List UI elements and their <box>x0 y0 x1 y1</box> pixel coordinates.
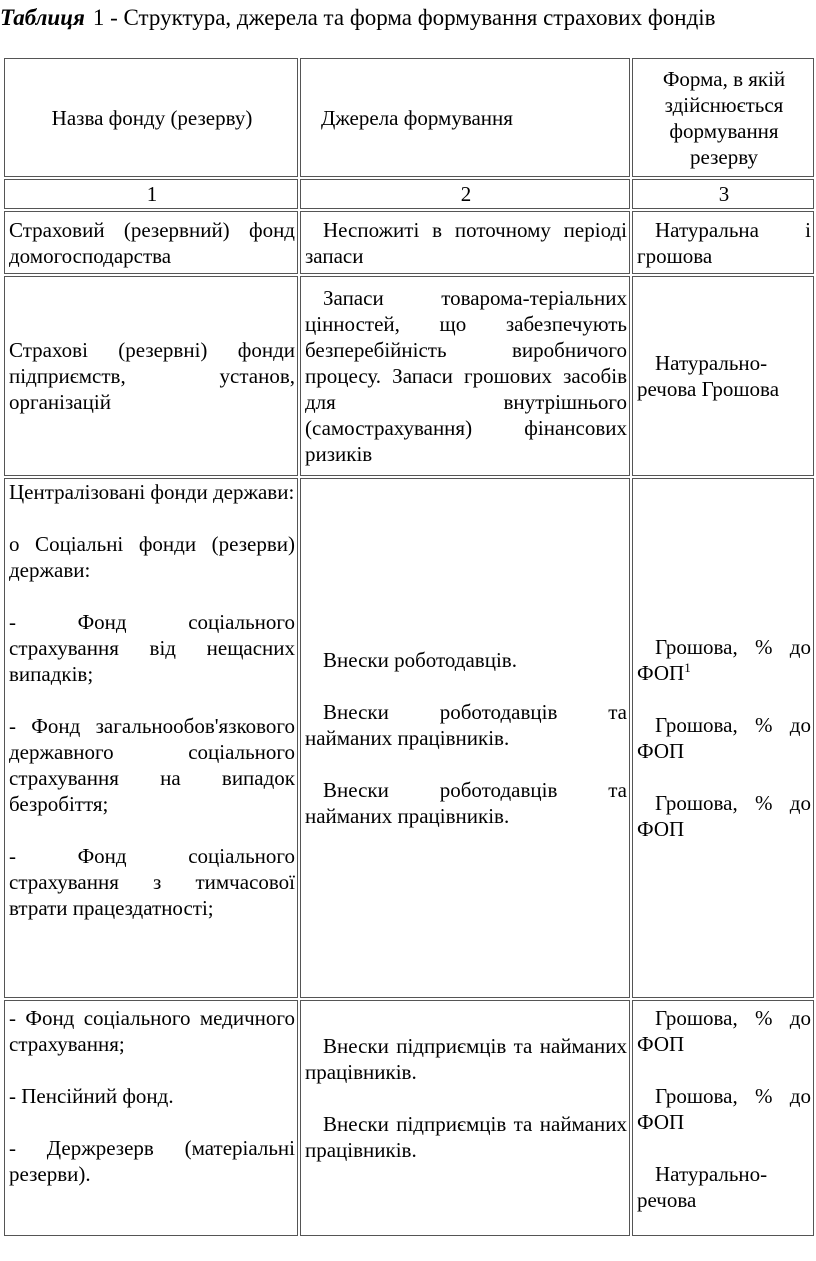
fund-form-cell: Натурально-речова Грошова <box>632 276 814 476</box>
fund-name-line: Централізовані фонди держави: <box>9 480 295 504</box>
fund-source-cell: Неспожиті в поточному періоді запаси <box>300 211 630 274</box>
fund-source-line: Внески роботодавців та найманих працівників. <box>305 778 627 828</box>
fund-source-line: Внески роботодавців та найманих працівників. <box>305 700 627 750</box>
fund-source-cell <box>300 1000 630 1236</box>
fund-name-line: - Фонд соціального страхування від нещасних випадків; <box>9 610 295 686</box>
fund-form-cell <box>632 1000 814 1236</box>
header-row <box>4 58 814 177</box>
fund-form-line: Грошова, % до ФОП <box>637 1006 811 1056</box>
fund-source-line: Внески підприємців та найманих працівників. <box>305 1112 627 1162</box>
table-row <box>4 211 814 274</box>
fund-form-line: Натурально-речова <box>637 1162 768 1212</box>
caption-text: 1 - Структура, джерела та форма формування страхових фондів <box>92 5 716 30</box>
fund-source-line: Внески підприємців та найманих працівників. <box>305 1034 627 1084</box>
caption-lead: Таблиця <box>0 5 85 30</box>
fund-form-line: Грошова, % до ФОП <box>637 791 811 841</box>
fund-name-line: - Фонд соціального страхування з тимчасової втрати працездатності; <box>9 844 295 920</box>
funds-table <box>2 56 816 1238</box>
fund-name-line: - Фонд соціального медичного страхування; <box>9 1006 295 1056</box>
column-number-2: 2 <box>300 179 630 209</box>
fund-form-cell: Натуральна і грошова <box>632 211 814 274</box>
column-number-1: 1 <box>4 179 298 209</box>
fund-form-line <box>637 634 811 686</box>
fund-name-cell <box>4 478 298 998</box>
fund-name-line: o Соціальні фонди (резерви) держави: <box>9 532 295 582</box>
fund-name-cell: Страхові (резервні) фонди підприємств, установ, організацій <box>4 276 298 476</box>
fund-form-line: Грошова, % до ФОП <box>637 713 811 763</box>
fund-name-line: - Пенсійний фонд. <box>9 1084 174 1108</box>
fund-form-text: Грошова, % до ФОП <box>637 635 811 685</box>
fund-source-line: Внески роботодавців. <box>323 648 517 672</box>
header-form: Форма, в якій здійснюється формування резерву <box>632 58 814 177</box>
table-row <box>4 276 814 476</box>
fund-form-cell <box>632 478 814 998</box>
fund-form-line: Грошова, % до ФОП <box>637 1084 811 1134</box>
table-caption <box>0 4 816 32</box>
table-row <box>4 1000 814 1236</box>
fund-source-cell: Запаси товарома-теріальних цінностей, що забезпечують безперебійність виробничого процесу. Запаси грошових засобів для внутрішнього (самострахування) фінансових ризиків <box>300 276 630 476</box>
fund-name-cell <box>4 1000 298 1236</box>
header-name: Назва фонду (резерву) <box>4 58 298 177</box>
fund-source-cell <box>300 478 630 998</box>
fund-name-line: - Фонд загальнообов'язкового державного соціального страхування на випадок безробіття; <box>9 714 295 816</box>
column-number-3: 3 <box>632 179 814 209</box>
header-sources: Джерела формування <box>300 58 630 177</box>
fund-name-line: - Держрезерв (матеріальні резерви). <box>9 1136 295 1186</box>
table-row <box>4 478 814 998</box>
footnote-mark: 1 <box>684 660 691 675</box>
column-number-row <box>4 179 814 209</box>
fund-name-cell: Страховий (резервний) фонд домогосподарства <box>4 211 298 274</box>
